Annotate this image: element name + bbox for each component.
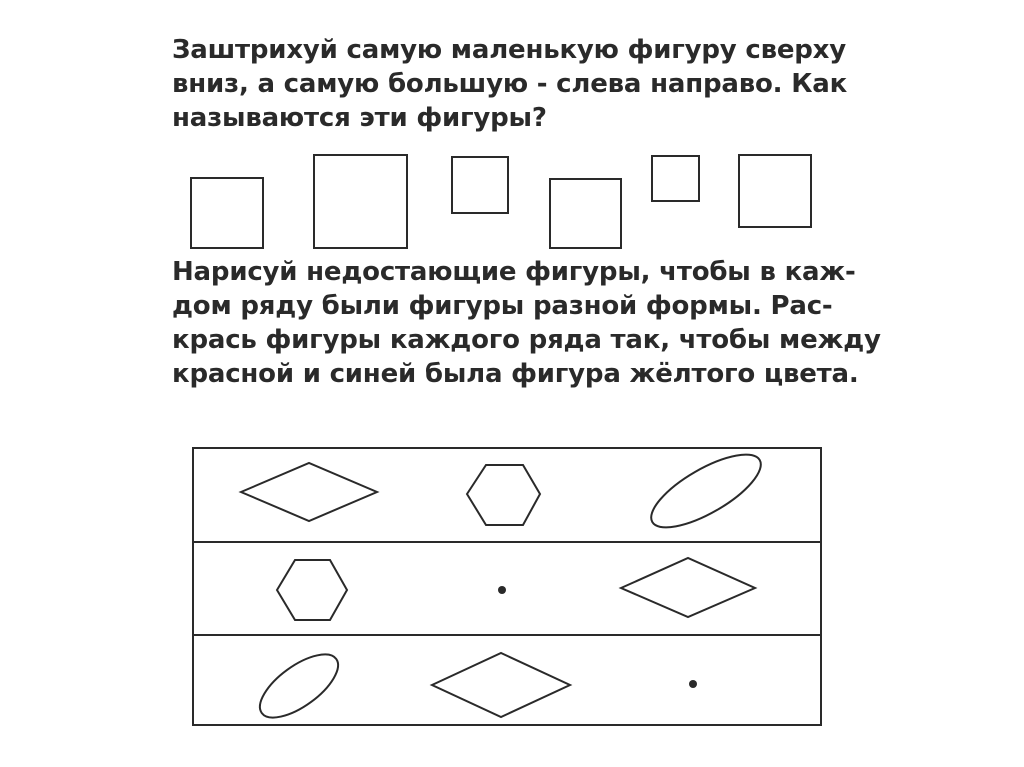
square-icon[interactable]: [191, 178, 263, 248]
ellipse-icon[interactable]: [250, 643, 348, 729]
square-icon[interactable]: [452, 157, 508, 213]
task-2-line: дом ряду были фигуры разной формы. Рас-: [172, 291, 833, 321]
rhombus-icon[interactable]: [241, 463, 377, 521]
square-icon[interactable]: [550, 179, 621, 248]
square-icon[interactable]: [739, 155, 811, 227]
task-1-line: называются эти фигуры?: [172, 103, 547, 133]
square-icon[interactable]: [314, 155, 407, 248]
hexagon-icon[interactable]: [277, 560, 347, 620]
square-icon[interactable]: [652, 156, 699, 201]
figures-table: [193, 448, 821, 725]
rhombus-icon[interactable]: [432, 653, 570, 717]
dot-icon[interactable]: [498, 586, 506, 594]
task-2-line: Нарисуй недостающие фигуры, чтобы в каж-: [172, 257, 856, 287]
hexagon-icon[interactable]: [467, 465, 540, 525]
ellipse-icon[interactable]: [641, 441, 770, 541]
task-1-line: Заштрихуй самую маленькую фигуру сверху: [172, 35, 846, 65]
task-1-line: вниз, а самую большую - слева направо. Как: [172, 69, 848, 99]
task-2-line: крась фигуры каждого ряда так, чтобы между: [172, 325, 881, 355]
rhombus-icon[interactable]: [621, 558, 755, 617]
dot-icon[interactable]: [689, 680, 697, 688]
task-2-text: [172, 255, 881, 391]
task-2-line: красной и синей была фигура жёлтого цвета.: [172, 359, 859, 389]
